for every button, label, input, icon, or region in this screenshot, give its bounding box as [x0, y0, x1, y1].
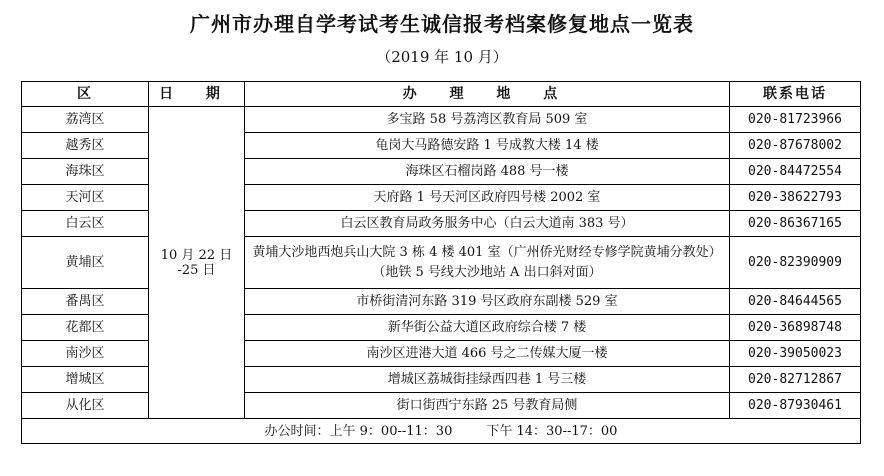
cell-address: 海珠区石榴岗路 488 号一楼: [245, 159, 730, 185]
cell-date-range: [149, 107, 245, 419]
cell-phone: 020-82390909: [730, 237, 861, 289]
cell-district: 黄埔区: [22, 237, 149, 289]
table-row: [22, 393, 861, 419]
cell-phone: 020-84644565: [730, 289, 861, 315]
cell-phone: 020-86367165: [730, 211, 861, 237]
cell-phone: 020-36898748: [730, 315, 861, 341]
cell-address: 街口街西宁东路 25 号教育局侧: [245, 393, 730, 419]
cell-district: 花都区: [22, 315, 149, 341]
cell-address: 市桥街清河东路 319 号区政府东副楼 529 室: [245, 289, 730, 315]
table-row: [22, 367, 861, 393]
cell-address: 天府路 1 号天河区政府四号楼 2002 室: [245, 185, 730, 211]
table-row: [22, 341, 861, 367]
footer-row: [22, 419, 861, 444]
office-hours-afternoon: 下午 14：30--17：00: [486, 423, 618, 439]
cell-phone: 020-84472554: [730, 159, 861, 185]
cell-district: 海珠区: [22, 159, 149, 185]
cell-address: 南沙区进港大道 466 号之二传媒大厦一楼: [245, 341, 730, 367]
cell-district: 荔湾区: [22, 107, 149, 133]
locations-table: [21, 81, 861, 444]
table-row: [22, 107, 861, 133]
cell-address: 黄埔大沙地西炮兵山大院 3 栋 4 楼 401 室（广州侨光财经专修学院黄埔分教处）（地铁 5 号线大沙地站 A 出口斜对面）: [245, 237, 730, 289]
table-row: [22, 133, 861, 159]
table-row: [22, 211, 861, 237]
cell-address: 龟岗大马路德安路 1 号成教大楼 14 楼: [245, 133, 730, 159]
cell-district: 白云区: [22, 211, 149, 237]
cell-phone: 020-39050023: [730, 341, 861, 367]
cell-phone: 020-82712867: [730, 367, 861, 393]
table-row: [22, 315, 861, 341]
page-title: 广州市办理自学考试考生诚信报考档案修复地点一览表: [190, 12, 694, 36]
table-row: [22, 159, 861, 185]
cell-address: 新华街公益大道区政府综合楼 7 楼: [245, 315, 730, 341]
cell-phone: 020-87678002: [730, 133, 861, 159]
cell-phone: 020-38622793: [730, 185, 861, 211]
office-hours: [22, 419, 861, 444]
header-phone: 联系电话: [730, 82, 861, 107]
cell-district: 从化区: [22, 393, 149, 419]
table-row: [22, 237, 861, 289]
cell-phone: 020-87930461: [730, 393, 861, 419]
table-header-row: [22, 82, 861, 107]
cell-phone: 020-81723966: [730, 107, 861, 133]
date-range-line1: 10 月 22 日: [160, 247, 233, 263]
cell-address: 白云区教育局政务服务中心（白云大道南 383 号）: [245, 211, 730, 237]
cell-district: 增城区: [22, 367, 149, 393]
cell-district: 番禺区: [22, 289, 149, 315]
date-range-line2: -25 日: [177, 262, 216, 278]
table-row: [22, 185, 861, 211]
header-address: 办 理 地 点: [245, 82, 730, 107]
cell-address: 多宝路 58 号荔湾区教育局 509 室: [245, 107, 730, 133]
cell-district: 南沙区: [22, 341, 149, 367]
office-hours-morning: 办公时间：上午 9：00--11：30: [264, 423, 453, 439]
cell-address: 增城区荔城街挂绿西四巷 1 号三楼: [245, 367, 730, 393]
header-date: 日 期: [149, 82, 245, 107]
page-subtitle: （2019 年 10 月）: [376, 48, 508, 66]
table-row: [22, 289, 861, 315]
cell-district: 天河区: [22, 185, 149, 211]
header-district: 区: [22, 82, 149, 107]
cell-district: 越秀区: [22, 133, 149, 159]
